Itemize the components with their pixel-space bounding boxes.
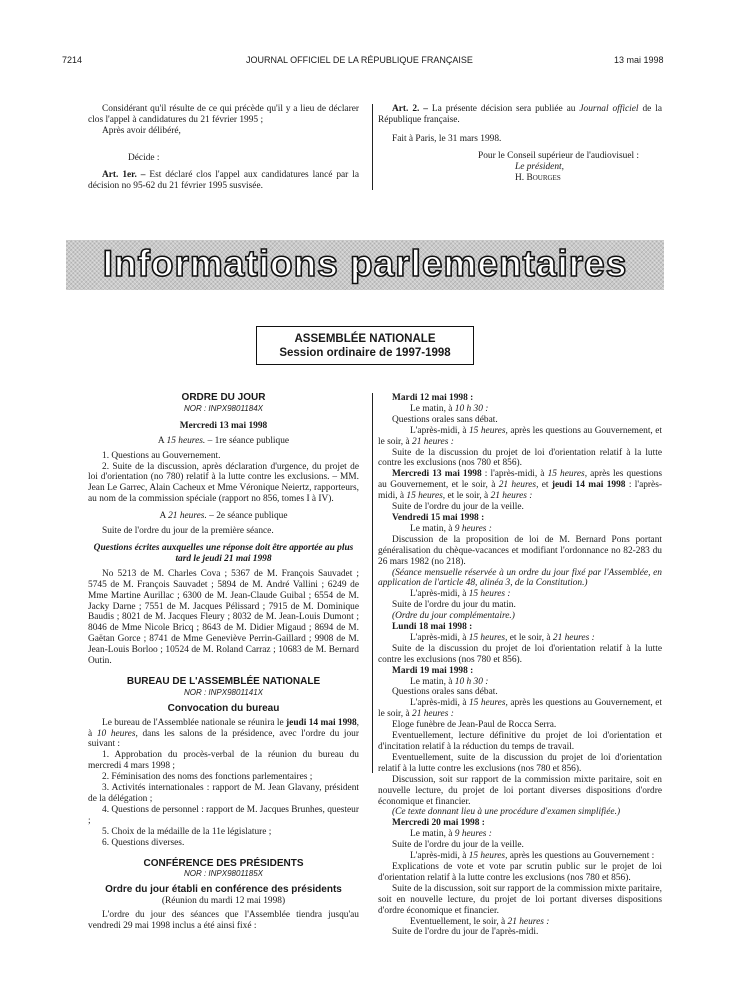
le-president: Le président, (515, 161, 564, 172)
mardi-12-heading: Mardi 12 mai 1998 : (392, 393, 474, 403)
seance2-a: A (159, 511, 169, 522)
conv-item: 3. Activités internationales : rapport de M. Jean Glavany, président de la délégation ; (88, 783, 359, 804)
v15-am-a: L'après-midi, à (410, 589, 469, 600)
first-seance (88, 436, 359, 447)
m19-am-a: L'après-midi, à (410, 698, 469, 709)
csa-decision-continued (88, 104, 359, 191)
m20-soir-t: 21 heures : (507, 916, 550, 927)
jeu14-label: jeudi 14 mai 1998 (551, 480, 626, 491)
decide-label: Décide : (128, 152, 160, 163)
m19-am-t2: 21 heures : (412, 709, 454, 720)
m12-am-t: 15 heures, (468, 425, 508, 436)
v15-am-t: 15 heures : (468, 589, 511, 600)
conv-item: 4. Questions de personnel : rapport de M. Jacques Brunhes, questeur ; (88, 804, 359, 826)
conv-time: 10 heures (96, 728, 136, 739)
m19-matin-t: 10 h 30 : (454, 676, 489, 687)
m12-questions: Questions orales sans débat. (392, 414, 498, 425)
mer13-b: après les questions au Gouvernement, et le soir, à (378, 469, 662, 491)
m20-am-a: L'après-midi, à (410, 851, 469, 862)
m12-matin (378, 404, 662, 415)
jeu14-b: et le soir, à (445, 491, 491, 502)
mardi-19-heading: Mardi 19 mai 1998 : (392, 665, 474, 676)
m20-soir-a: Eventuellement, le soir, à (410, 916, 508, 927)
m19-apres-midi (378, 698, 662, 720)
v15-matin-t: 9 heures : (454, 523, 492, 534)
convocation-text (88, 718, 359, 751)
m20-matin-t: 9 heures : (454, 829, 492, 840)
m20-am-b: après les questions au Gouvernement : (507, 851, 655, 862)
jeu14-t: 15 heures, (406, 491, 446, 502)
m20-suite: Suite de l'ordre du jour de la veille. (392, 840, 524, 851)
lundi-18-heading: Lundi 18 mai 1998 : (392, 622, 473, 633)
conference-nor-code: NOR : INPX9801185X (183, 869, 263, 879)
m19-eventuellement-2: Eventuellement, suite de la discussion du projet de loi d'orientation relatif à la lutte contre les exclusions (nos 780 et 856). (378, 752, 662, 774)
questions-ecrites-title: Questions écrites auxquelles une réponse doit être apportée au plus tard le jeudi 21 mai 1998 (93, 542, 354, 564)
l18-t: 15 heures, (468, 632, 508, 643)
m20-explications: Explications de vote et vote par scrutin public sur le projet de loi d'orientation relatif à la lutte contre les exclusions (nos 780 et 856). (378, 861, 662, 883)
m19-matin-a: Le matin, à (410, 676, 455, 687)
l18-suite: Suite de la discussion du projet de loi d'orientation relatif à la lutte contre les exclusions (nos 780 et 856). (378, 643, 662, 665)
journal-title: JOURNAL OFFICIEL DE LA RÉPUBLIQUE FRANÇAISE (246, 55, 473, 65)
jeu14-t2: 21 heures : (490, 491, 533, 502)
m12-apres-midi (378, 426, 662, 448)
conv-a: Le bureau de l'Assemblée nationale se réunira le (102, 717, 287, 728)
m20-matin-a: Le matin, à (410, 829, 455, 840)
v15-matin (378, 524, 662, 535)
conference-reunion: (Réunion du mardi 12 mai 1998) (161, 896, 286, 907)
m19-eloge: Eloge funèbre de Jean-Paul de Rocca Serra. (392, 720, 557, 731)
suite-premiere-seance: Suite de l'ordre du jour de la première séance. (102, 526, 274, 537)
issue-date: 13 mai 1998 (614, 55, 664, 65)
seance1-a: A (157, 435, 167, 446)
mercredi-20-heading: Mercredi 20 mai 1998 : (392, 818, 485, 829)
article-2-text-a: La présente décision sera publiée au (427, 104, 580, 114)
v15-suite: Suite de l'ordre du jour du matin. (392, 600, 516, 611)
conv-item: 1. Approbation du procès-verbal de la réunion du bureau du mercredi 4 mars 1998 ; (88, 750, 359, 772)
mer13-label: Mercredi 13 mai 1998 (392, 469, 482, 480)
conv-date: jeudi 14 mai 1998 (286, 717, 357, 728)
second-seance (88, 511, 359, 522)
banner-title: Informations parlementaires (102, 243, 628, 284)
m12-am-b: après les questions au Gouvernement, et le soir, à (378, 425, 663, 447)
conv-e: , dans les salons de la présidence, avec l'ordre du jour suivant : (88, 728, 359, 750)
csa-decision-end (378, 104, 662, 183)
bureau-nor-code: NOR : INPX9801141X (183, 687, 263, 697)
article-2 (378, 104, 662, 126)
mercredi-13-heading: Mercredi 13 mai 1998 (179, 420, 268, 431)
conv-item: 2. Féminisation des noms des fonctions parlementaires ; (102, 772, 313, 783)
conv-c: , à (88, 717, 359, 739)
jeu14-a: : l'après-midi, à (378, 480, 662, 502)
right-column (378, 393, 662, 938)
mer13-c: et (538, 480, 552, 491)
session-ordinaire: Session ordinaire de 1997-1998 (279, 347, 451, 359)
left-column (88, 393, 359, 932)
seance2-time: 21 heures. (168, 511, 207, 522)
m19-discussion: Discussion, soit sur rapport de la commission mixte paritaire, soit en nouvelle lecture, du projet de loi portant diverses dispositions d'ordre économique et financier. (378, 774, 662, 807)
l18-t2: 21 heures : (552, 632, 595, 643)
m19-am-b: après les questions au Gouvernement, et le soir, à (378, 698, 663, 720)
ordre-nor-code: NOR : INPX9801184X (183, 403, 263, 413)
m12-matin-a: Le matin, à (410, 403, 455, 414)
seance2-b: – 2e séance publique (206, 511, 288, 522)
section-banner (66, 240, 664, 290)
column-divider-top (372, 104, 373, 190)
m20-am-t: 15 heures, (468, 851, 508, 862)
page-number: 7214 (62, 55, 83, 65)
m12-am-a: L'après-midi, à (410, 425, 469, 436)
mer13-jeu14 (378, 469, 662, 502)
item-2: 2. Suite de la discussion, après déclaration d'urgence, du projet de loi d'orientation (no 780) relatif à la lutte contre les exclusions. – MM. Jean Le Garrec, Alain Cacheux et Mme Véronique Neiertz, rapporteurs, au nom de la commission spéciale (rapport no 856, tomes I à IV). (88, 461, 359, 505)
m19-matin (378, 677, 662, 688)
conv-item: 5. Choix de la médaille de la 11e législature ; (102, 826, 272, 837)
m19-am-t: 15 heures, (468, 698, 508, 709)
l18-a: L'après-midi, à (410, 632, 469, 643)
v15-complementaire: (Ordre du jour complémentaire.) (392, 611, 515, 622)
item-1: 1. Questions au Gouvernement. (102, 450, 221, 461)
l18-b: et le soir, à (507, 632, 553, 643)
mer13-a: : l'après-midi, à (481, 469, 548, 480)
v15-discussion: Discussion de la proposition de loi de M. Bernard Pons portant généralisation du chèque-vacances et modifiant l'ordonnance no 82-283 du 26 mars 1982 (no 218). (378, 534, 662, 567)
ordre-du-jour-title: ORDRE DU JOUR (181, 392, 266, 403)
conference-subtitle: Ordre du jour établi en conférence des présidents (105, 884, 342, 896)
m20-matin (378, 829, 662, 840)
mer13-t: 15 heures, (547, 469, 588, 480)
session-assemblee: ASSEMBLÉE NATIONALE (294, 333, 436, 345)
m19-eventuellement-1: Eventuellement, lecture définitive du projet de loi d'orientation et d'incitation relatif à la réduction du temps de travail. (378, 731, 662, 752)
article-1-text: Est déclaré clos l'appel aux candidatures lancé par la décision no 95-62 du 21 février 1995 susvisée. (88, 169, 359, 191)
column-divider-main (372, 393, 373, 773)
m20-soir-suite: Suite de l'ordre du jour de l'après-midi. (392, 927, 539, 938)
conference-body: L'ordre du jour des séances que l'Assemblée tiendra jusqu'au vendredi 29 mai 1998 inclus a été ainsi fixé : (88, 910, 359, 932)
ordre-nor (88, 404, 359, 415)
m20-apres-midi (378, 851, 662, 862)
conference-nor (88, 869, 359, 880)
m12-am-t2: 21 heures : (412, 436, 454, 447)
v15-apres-midi (378, 589, 662, 600)
jeu14-suite: Suite de l'ordre du jour de la veille. (392, 502, 524, 513)
m20-soir (378, 917, 662, 928)
m19-note: (Ce texte donnant lieu à une procédure d'examen simplifiée.) (392, 807, 621, 818)
seance1-time: 15 heures. (166, 435, 206, 446)
m19-questions: Questions orales sans débat. (392, 687, 498, 698)
apres-avoir-delibere: Après avoir délibéré, (102, 125, 181, 136)
v15-seance-mensuelle: (Séance mensuelle réservée à un ordre du jour fixé par l'Assemblée, en application de l'article 48, alinéa 3, de la Constitution.) (378, 567, 662, 589)
convocation-title: Convocation du bureau (167, 702, 280, 714)
considerant-paragraph: Considérant qu'il résulte de ce qui précède qu'il y a lieu de déclarer clos l'appel à candidatures du 21 février 1995 ; (88, 104, 359, 125)
session-box (256, 326, 474, 365)
article-1-label: Art. 1er. – (102, 169, 146, 180)
bureau-title: BUREAU DE L'ASSEMBLÉE NATIONALE (126, 675, 321, 687)
fait-a-paris: Fait à Paris, le 31 mars 1998. (392, 133, 502, 144)
m12-matin-t: 10 h 30 : (454, 403, 489, 414)
signature: H. Bourges (515, 172, 561, 183)
vendredi-15-heading: Vendredi 15 mai 1998 : (392, 512, 485, 523)
conference-title: CONFÉRENCE DES PRÉSIDENTS (143, 857, 304, 869)
article-2-text-b: de la République française. (378, 104, 663, 125)
bureau-nor (88, 688, 359, 699)
m12-suite: Suite de la discussion du projet de loi d'orientation relatif à la lutte contre les exclusions (nos 780 et 856). (378, 447, 662, 469)
article-2-journal: Journal officiel (579, 104, 639, 114)
article-1 (88, 170, 359, 192)
questions-list: No 5213 de M. Charles Cova ; 5367 de M. François Sauvadet ; 5745 de M. François Sauvadet ; 5894 de M. André Vallini ; 6249 de Mme Martine Aurillac ; 6300 de M. Jean-Claude Guibal ; 6554 de M. Jacky Darne ; 7551 de M. Jacques Pélissard ; 7915 de M. Dominique Baudis ; 8021 de M. Jacques Fleury ; 8032 de M. Jean-Louis Dumont ; 8046 de Mme Nicole Bricq ; 8643 de M. Didier Migaud ; 8694 de M. Gaëtan Gorce ; 8741 de Mme Geneviève Perrin-Gaillard ; 9908 de M. Jean-Louis Borloo ; 10524 de M. Roland Carraz ; 10683 de M. Bernard Outin. (88, 568, 359, 667)
seance1-b: – 1re séance publique (205, 435, 290, 446)
article-2-label: Art. 2. – (392, 104, 428, 114)
m20-discussion: Suite de la discussion, soit sur rapport de la commission mixte paritaire, soit en nouvelle lecture, du projet de loi portant diverses dispositions d'ordre économique et financier. (378, 883, 663, 916)
conv-item: 6. Questions diverses. (102, 837, 185, 848)
mer13-t2: 21 heures, (498, 480, 539, 491)
v15-matin-a: Le matin, à (410, 523, 455, 534)
l18-apres-midi (378, 633, 662, 644)
pour-le-conseil: Pour le Conseil supérieur de l'audiovisuel : (478, 150, 640, 161)
